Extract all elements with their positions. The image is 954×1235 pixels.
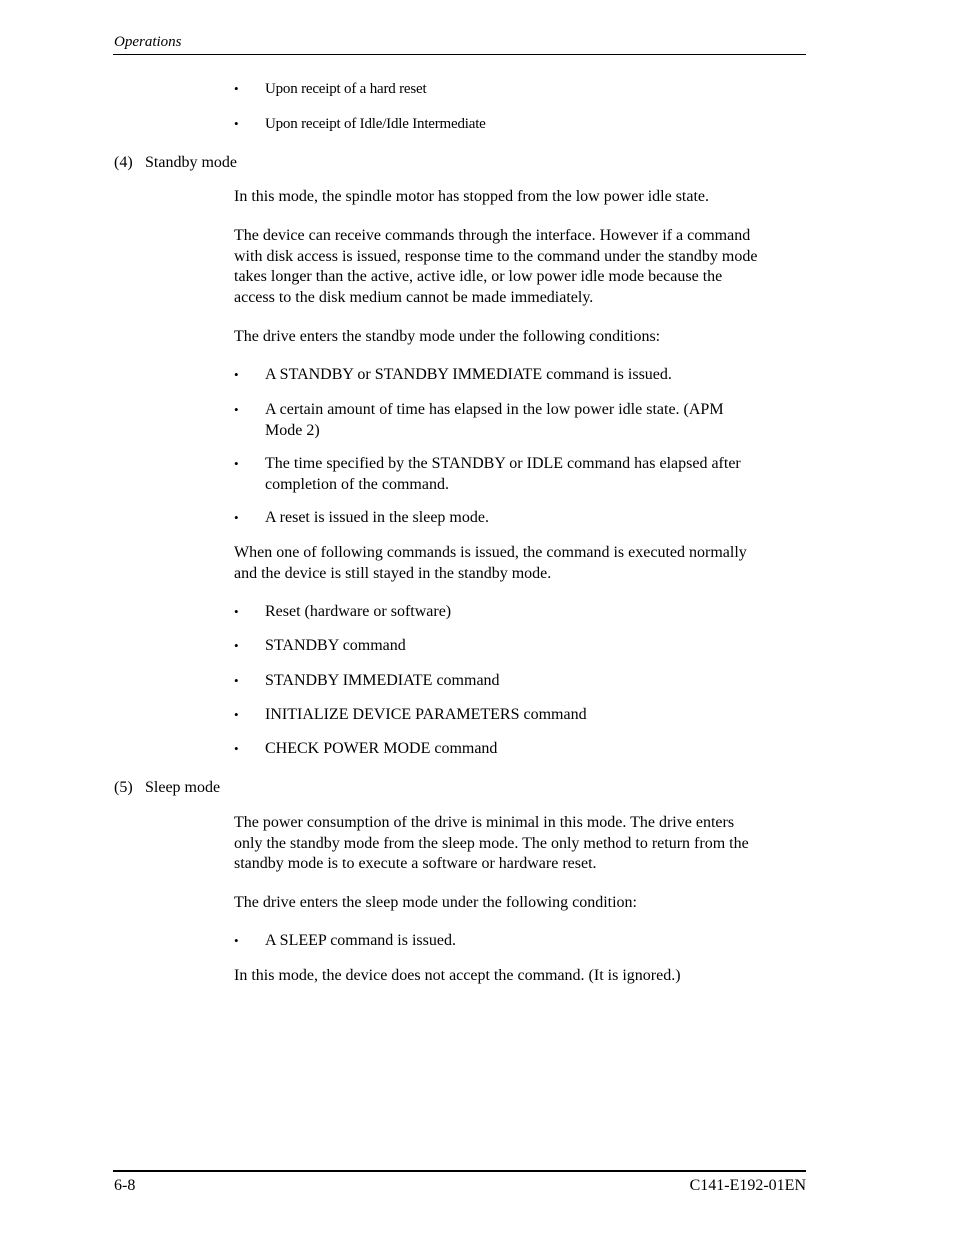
list-item-text: A reset is issued in the sleep mode. bbox=[265, 509, 489, 526]
list-item-text: Reset (hardware or software) bbox=[265, 603, 452, 620]
paragraph-line: The power consumption of the drive is minimal in this mode. The drive enters bbox=[234, 814, 735, 831]
paragraph bbox=[234, 226, 804, 308]
list-item bbox=[234, 636, 794, 657]
bullet-icon: • bbox=[234, 604, 239, 619]
page-number: 6-8 bbox=[114, 1177, 136, 1194]
section-number: (5) bbox=[114, 779, 133, 796]
section-title: Sleep mode bbox=[145, 779, 221, 796]
list-item-text: completion of the command. bbox=[265, 475, 449, 493]
paragraph-line: access to the disk medium cannot be made immediately. bbox=[234, 288, 594, 306]
list-item-text: A SLEEP command is issued. bbox=[265, 932, 456, 949]
list-item bbox=[234, 79, 794, 100]
paragraph: In this mode, the spindle motor has stopped from the low power idle state. bbox=[234, 188, 710, 205]
running-header: Operations bbox=[114, 34, 182, 50]
list-item-text: Upon receipt of Idle/Idle Intermediate bbox=[265, 116, 486, 132]
bullet-icon: • bbox=[234, 81, 239, 96]
section-heading-standby bbox=[114, 153, 237, 174]
list-item-text: STANDBY command bbox=[265, 637, 406, 654]
list-item-text: A STANDBY or STANDBY IMMEDIATE command is issued. bbox=[265, 366, 672, 383]
bullet-icon: • bbox=[234, 402, 239, 417]
list-item-text: CHECK POWER MODE command bbox=[265, 740, 498, 757]
paragraph-line: When one of following commands is issued, the command is executed normally bbox=[234, 544, 747, 561]
footer-rule bbox=[113, 1170, 806, 1172]
bullet-icon: • bbox=[234, 673, 239, 688]
bullet-icon: • bbox=[234, 116, 239, 131]
header-rule bbox=[113, 54, 806, 55]
section-title: Standby mode bbox=[145, 154, 237, 171]
list-item bbox=[234, 739, 794, 760]
list-item bbox=[234, 114, 794, 135]
paragraph-line: and the device is still stayed in the standby mode. bbox=[234, 564, 552, 582]
list-item-text: Mode 2) bbox=[265, 421, 320, 439]
list-item bbox=[234, 602, 794, 623]
bullet-icon: • bbox=[234, 638, 239, 653]
paragraph: The drive enters the standby mode under the following conditions: bbox=[234, 328, 661, 345]
section-number: (4) bbox=[114, 154, 133, 171]
bullet-icon: • bbox=[234, 933, 239, 948]
bullet-icon: • bbox=[234, 510, 239, 525]
paragraph-line: standby mode is to execute a software or hardware reset. bbox=[234, 855, 597, 872]
list-item-text: STANDBY IMMEDIATE command bbox=[265, 672, 500, 689]
list-item bbox=[234, 400, 794, 441]
list-item-text: Upon receipt of a hard reset bbox=[265, 81, 427, 97]
paragraph: The drive enters the sleep mode under the following condition: bbox=[234, 894, 637, 911]
paragraph-line: only the standby mode from the sleep mode. The only method to return from the bbox=[234, 834, 749, 852]
list-item bbox=[234, 705, 794, 726]
paragraph: In this mode, the device does not accept the command. (It is ignored.) bbox=[234, 967, 681, 984]
paragraph bbox=[234, 543, 804, 584]
bullet-icon: • bbox=[234, 741, 239, 756]
paragraph-line: The device can receive commands through the interface. However if a command bbox=[234, 227, 751, 244]
paragraph-line: with disk access is issued, response time to the command under the standby mode bbox=[234, 247, 758, 265]
list-item-text: A certain amount of time has elapsed in the low power idle state. (APM bbox=[265, 401, 724, 418]
section-heading-sleep bbox=[114, 778, 220, 799]
bullet-icon: • bbox=[234, 367, 239, 382]
list-item bbox=[234, 671, 794, 692]
list-item-text: The time specified by the STANDBY or IDLE command has elapsed after bbox=[265, 455, 741, 472]
list-item-text: INITIALIZE DEVICE PARAMETERS command bbox=[265, 706, 587, 723]
list-item bbox=[234, 365, 794, 386]
bullet-icon: • bbox=[234, 707, 239, 722]
list-item bbox=[234, 931, 794, 952]
bullet-icon: • bbox=[234, 456, 239, 471]
list-item bbox=[234, 508, 794, 529]
paragraph bbox=[234, 813, 804, 875]
paragraph-line: takes longer than the active, active idle, or low power idle mode because the bbox=[234, 268, 723, 285]
list-item bbox=[234, 454, 794, 495]
document-id: C141-E192-01EN bbox=[689, 1177, 806, 1194]
